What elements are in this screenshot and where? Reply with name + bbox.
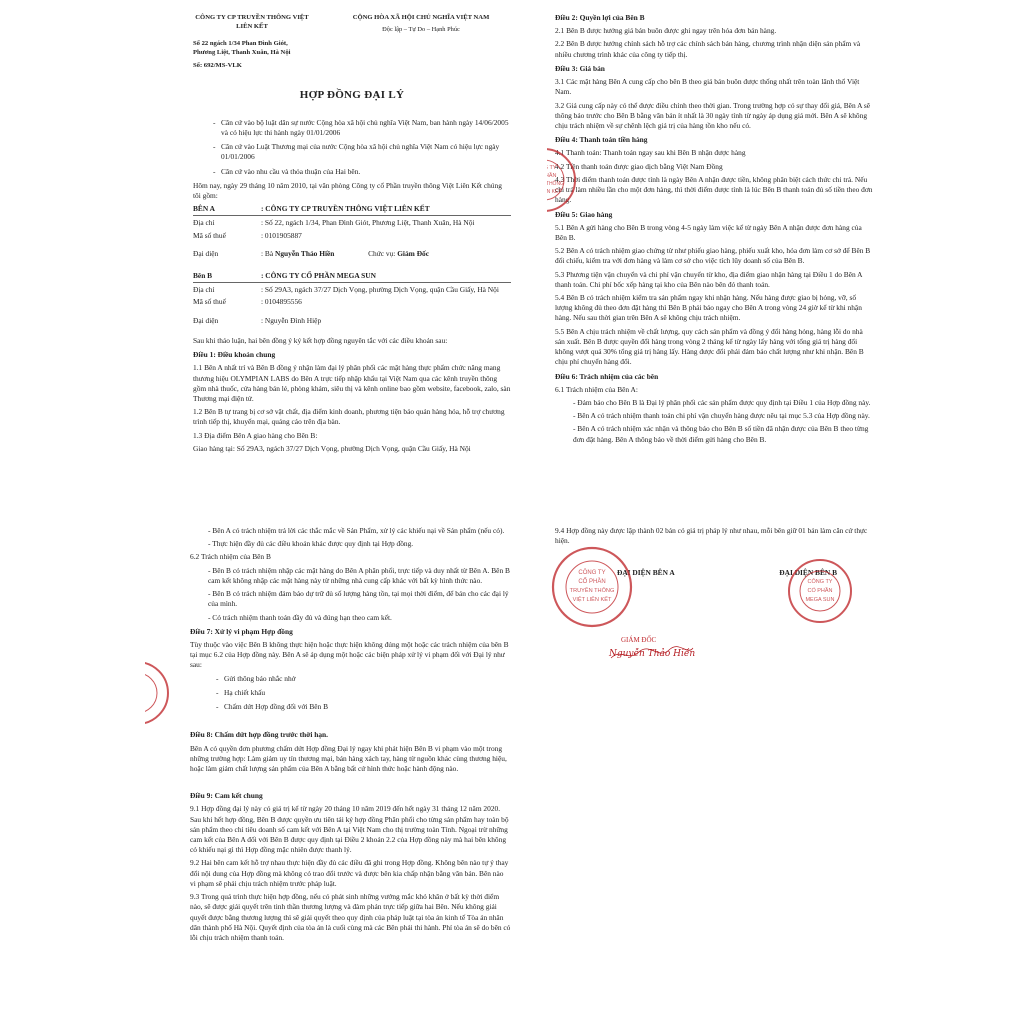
- party-a-rep-row: [193, 249, 511, 259]
- nation-name: CỘNG HÒA XÃ HỘI CHỦ NGHĨA VIỆT NAM: [352, 14, 490, 21]
- company-stamp-side: [524, 145, 579, 215]
- stamp-line: TRUYỀN THÔNG: [524, 181, 564, 187]
- clause-6-1-b: - Bên A có trách nhiệm thanh toán chi phí vận chuyển hàng được nêu tại mục 5.3 của Hợp đồng này.: [573, 411, 870, 421]
- clause-6-1-e: - Thực hiện đầy đủ các điều khoản khác được quy định tại Hợp đồng.: [208, 539, 414, 549]
- issuer-name: CÔNG TY CP TRUYỀN THÔNG VIỆT LIÊN KẾT: [195, 14, 309, 31]
- letterhead: [193, 13, 511, 70]
- divider: [193, 215, 511, 216]
- party-b-block: [193, 271, 511, 281]
- divider: [193, 282, 511, 283]
- national-motto: Độc lập – Tự Do – Hạnh Phúc: [382, 26, 460, 34]
- clause-9-4: 9.4 Hợp đồng này được lập thành 02 bản có giá trị pháp lý như nhau, mỗi bên giữ 01 bản làm căn cứ thực hiện.: [555, 526, 868, 546]
- article-7-body: Tùy thuộc vào việc Bên B không thực hiện hoặc thực hiện không đúng một hoặc các trách nhiệm của bên B tại mục 6.2 của Hợp đồng này. Bên A sẽ áp dụng một hoặc các biện pháp xử lý vi phạm đối với Đại lý như sau:: [190, 639, 509, 670]
- party-a-address-row: [193, 218, 511, 228]
- clause-5-2: 5.2 Bên A có trách nhiệm giao chứng từ như phiếu giao hàng, phiếu xuất kho, hóa đơn làm cơ sở để Bên B đối chiếu, kiểm tra với đơn hàng và làm cơ sở cho việc tích lũy doanh số của Bên B.: [555, 246, 871, 266]
- legal-basis-item: - Căn cứ vào nhu cầu và thỏa thuận của Hai bên.: [221, 167, 511, 177]
- director-signature-name: Nguyễn Thảo Hiền: [609, 649, 696, 659]
- director-title: GIÁM ĐỐC: [621, 636, 657, 644]
- article-8-body: Bên A có quyền đơn phương chấm dứt Hợp đồng Đại lý ngay khi phát hiện Bên B vi phạm vào một trong những trường hợp: Làm giảm uy tín thương mại, bán hàng xách tay, hàng từ nguồn khác cùng thương hiệu, hoặc làm giảm chất lượng sản phẩm của Bên A bằng bất cứ hình thức hoặc hành động nào.: [190, 743, 507, 773]
- stamp-line: CỔ PHẦN: [578, 579, 606, 585]
- party-a-address-label: Địa chỉ: [193, 218, 215, 228]
- clause-1-2: 1.2 Bên B tự trang bị cơ sở vật chất, địa điểm kinh doanh, phương tiện bảo quản hàng hóa, hỗ trợ chương trình tiếp thị, khuyến mại, quảng cáo trên địa bàn.: [193, 407, 505, 427]
- clause-4-3: 4.3 Thời điểm thanh toán được tính là ngày Bên A nhận được tiền, không phân biệt cách thức chi trả. Nếu chi trả làm nhiều lần cho một đơn hàng, thì thời điểm được tính là lúc Bên B thanh toán đủ số tiền theo đơn hàng.: [555, 174, 873, 205]
- stamp-line: VIỆT LIÊN KẾT: [572, 597, 612, 603]
- party-a-address: : Số 22, ngách 1/34, Phan Đình Giót, Phương Liệt, Thanh Xuân, Hà Nội: [261, 218, 475, 228]
- clause-2-1: 2.1 Bên B được hưởng giá bán buôn được ghi ngay trên hóa đơn bán hàng.: [555, 26, 777, 36]
- article-5-title: Điều 5: Giao hàng: [555, 209, 613, 219]
- issuer-address: Số 22 ngách 1/34 Phan Đình Giót, Phương Liệt, Thanh Xuân, Hà Nội: [193, 40, 291, 57]
- company-stamp-party-b: [785, 556, 855, 626]
- clause-6-1-a: - Đảm bảo cho Bên B là Đại lý phân phối các sản phẩm được quy định tại Điều 1 của Hợp đồng này.: [573, 398, 871, 407]
- article-6-title: Điều 6: Trách nhiệm của các bên: [555, 371, 659, 381]
- clause-6-1-title: 6.1 Trách nhiệm của Bên A:: [555, 384, 638, 394]
- clause-6-1-c: - Bên A có trách nhiệm xác nhận và thông báo cho Bên B số tiền đã nhận được của Bên B theo từng đơn đặt hàng. Bên A thông báo về thời điểm gửi hàng cho Bên B.: [573, 424, 869, 444]
- clause-1-3-title: 1.3 Địa điểm Bên A giao hàng cho Bên B:: [193, 430, 318, 440]
- clause-5-3: 5.3 Phương tiện vận chuyển và chi phí vận chuyển từ kho, địa điểm giao nhận hàng tại Điều 1 do Bên A thanh toán. Chi phí bốc xếp hàng tại kho của Bên nào bên đó thanh toán.: [555, 269, 863, 289]
- clause-5-4: 5.4 Bên B có trách nhiệm kiểm tra sản phẩm ngay khi nhận hàng. Nếu hàng được giao bị hỏng, vỡ, số lượng không đủ theo đơn đặt hàng thì Bên B phải báo ngay cho Bên A trong vòng 24 giờ kể từ khi nhận hàng. Nếu sau thời gian trên Bên A sẽ không chịu trách nhiệm.: [555, 293, 862, 323]
- clause-1-1: 1.1 Bên A nhất trí và Bên B đồng ý nhận làm đại lý phân phối các mặt hàng thực phẩm chức năng mang thương hiệu OLYMPIAN LABS do Bên A trực tiếp nhập khẩu tại Việt Nam qua các kênh truyền thông gồm nhà thuốc, cửa hàng bán lẻ, phòng khám, siêu thị và kênh online bao gồm website, facebook, zalo, sàn Thương mại điện tử.: [193, 363, 511, 404]
- party-b-tax-label: Mã số thuế: [193, 297, 226, 307]
- clause-6-2-b: - Bên B có trách nhiệm đảm bảo dự trữ đủ số lượng hàng tồn, tại mọi thời điểm, để bán cho các đại lý của mình.: [208, 589, 509, 609]
- clause-9-3: 9.3 Trong quá trình thực hiện hợp đồng, nếu có phát sinh những vướng mắc khó khăn ở bất kỳ thời điểm nào, sẽ được giải quyết trên tinh thần thương lượng và đàm phán trực tiếp giữa hai Bên. Nếu không giải quyết được bằng thương lượng thì sẽ giải quyết theo quy định của pháp luật tại tòa án kinh tế Tòa án nhân dân thành phố Hà Nội. Quyết định của tòa án là cuối cùng mà các Bên phải thi hành. Phí tòa án sẽ do bên có lỗi chịu trách nhiệm thanh toán.: [190, 892, 511, 942]
- article-4-title: Điều 4: Thanh toán tiền hàng: [555, 135, 648, 145]
- clause-4-1: 4.1 Thanh toán: Thanh toán ngay sau khi Bên B nhận được hàng: [555, 148, 746, 158]
- clause-6-1-d: - Bên A có trách nhiệm trả lời các thắc mắc về Sản Phẩm, xử lý các khiếu nại về Sản phẩm (nếu có).: [208, 526, 505, 535]
- party-a-name: : CÔNG TY CP TRUYỀN THÔNG VIỆT LIÊN KẾT: [261, 204, 430, 214]
- stamp-line: CỔ PHẦN: [531, 173, 557, 179]
- intro-text: Hôm nay, ngày 29 tháng 10 năm 2010, tại văn phòng Công ty cổ Phần truyền thông Việt Liên Kết chúng tôi gồm:: [193, 180, 502, 200]
- clause-4-2: 4.2 Tiền thanh toán được giao dịch bằng Việt Nam Đồng: [555, 161, 723, 171]
- clause-3-2: 3.2 Giá cung cấp này có thể được điều chỉnh theo thời gian. Trong trường hợp có sự thay đổi giá, Bên A sẽ thông báo trước cho Bên B bằng văn bản ít nhất là 30 ngày tính từ ngày áp dụng giá mới. Bên A sẽ không chịu trách nhiệm về sự chênh lệch giá trị của hàng tồn kho nếu có.: [555, 100, 871, 130]
- company-stamp-party-a: [549, 544, 635, 630]
- clause-1-3: Giao hàng tại: Số 29A3, ngách 37/27 Dịch Vọng, phường Dịch Vọng, quận Cầu Giấy, Hà Nội: [193, 443, 471, 453]
- party-a-rep-prefix: : Bà: [261, 248, 274, 258]
- violation-measure: - Chấm dứt Hợp đồng đối với Bên B: [224, 702, 511, 712]
- party-a-tax-label: Mã số thuế: [193, 230, 226, 240]
- stamp-line: CÔNG TY: [531, 165, 557, 171]
- stamp-line: CÔNG TY: [807, 579, 833, 585]
- contract-page-3: [145, 518, 515, 1023]
- clause-5-5: 5.5 Bên A chịu trách nhiệm về chất lượng, quy cách sản phẩm và đồng ý đổi hàng hỏng, hàng lỗi do nhà sản xuất. Bên B được quyền đổi hàng trong vòng 2 tháng kể từ ngày lấy hàng với tổng giá trị hàng đổi không vượt quá 30% tổng giá trị hàng lấy. Hàng được đổi phải đảm bảo chất lượng như khi nhận. Bên B chịu phí chuyển hàng đổi.: [555, 326, 864, 367]
- party-a-role-label: Chức vụ:: [368, 248, 396, 258]
- violation-measure: - Gửi thông báo nhắc nhở: [224, 674, 511, 684]
- contract-page-1: [185, 5, 515, 510]
- clause-3-1: 3.1 Các mặt hàng Bên A cung cấp cho bên B theo giá bán buôn được thống nhất trên toàn lãnh thổ Việt Nam.: [555, 77, 860, 97]
- stamp-line: TRUYỀN THÔNG: [569, 588, 615, 594]
- party-b-tax: : 0104895556: [261, 297, 302, 307]
- party-a-rep-name: Nguyễn Thảo Hiền: [274, 248, 335, 258]
- party-b-rep: : Nguyễn Đình Hiệp: [261, 315, 322, 325]
- clause-9-2: 9.2 Hai bên cam kết hỗ trợ nhau thực hiện đầy đủ các điều đã ghi trong Hợp đồng. Không bên nào tự ý thay đổi nội dung của Hợp đồng mà không có trao đổi trước và được bên kia chấp nhận bằng văn bản. Bên nào vi phạm sẽ phải chịu trách nhiệm trước pháp luật.: [190, 858, 509, 888]
- clause-6-2-title: 6.2 Trách nhiệm của Bên B: [190, 552, 271, 562]
- party-a-rep-label: Đại diện: [193, 248, 219, 258]
- legal-basis-item: - Căn cứ vào Luật Thương mại của nước Cộng hòa xã hội chủ nghĩa Việt Nam có hiệu lực ngày 01/01/2006: [221, 142, 511, 162]
- stamp-line: CÔNG TY: [578, 570, 606, 576]
- clause-6-2-c: - Có trách nhiệm thanh toán đầy đủ và đúng hạn theo cam kết.: [208, 612, 392, 622]
- party-b-address: : Số 29A3, ngách 37/27 Dịch Vọng, phường Dịch Vọng, quận Cầu Giấy, Hà Nội: [261, 285, 499, 295]
- violation-measures-list: [190, 674, 511, 713]
- party-a-tax: : 0101905887: [261, 230, 302, 240]
- article-9-title: Điều 9: Cam kết chung: [190, 791, 263, 801]
- party-b-address-row: [193, 285, 511, 295]
- party-b-rep-row: [193, 316, 511, 326]
- article-2-title: Điều 2: Quyền lợi của Bên B: [555, 13, 645, 22]
- party-a-tax-row: [193, 231, 511, 241]
- party-a-role: Giám Đốc: [397, 248, 430, 258]
- legal-bases-list: [193, 118, 511, 177]
- issuer-block: [193, 13, 311, 70]
- document-number: Số: 692/MS-VLK: [193, 62, 242, 70]
- party-a-label: BÊN A: [193, 204, 215, 214]
- contract-page-2: [524, 5, 877, 510]
- stamp-line: MEGA SUN: [805, 597, 835, 603]
- clause-2-2: 2.2 Bên B được hưởng chính sách hỗ trợ các chính sách bán hàng, chương trình nhận diện sản phẩm và nhiều chương trình khác của công ty tiếp thị.: [555, 39, 861, 59]
- company-stamp-side: [145, 658, 171, 728]
- national-header: [331, 13, 511, 70]
- contract-page-4: [547, 518, 877, 1023]
- document-title: HỢP ĐỒNG ĐẠI LÝ: [299, 89, 405, 102]
- stamp-line: VIỆT LIÊN KẾT: [526, 189, 562, 195]
- violation-measure: - Hạ chiết khấu: [224, 688, 511, 698]
- party-b-address-label: Địa chỉ: [193, 285, 215, 295]
- article-7-title: Điều 7: Xử lý vi phạm Hợp đồng: [190, 626, 293, 636]
- party-b-name: : CÔNG TY CỔ PHẦN MEGA SUN: [261, 271, 376, 281]
- party-a-representative-label: ĐẠI DIỆN BÊN A: [617, 568, 675, 578]
- clause-9-1: 9.1 Hợp đồng đại lý này có giá trị kể từ ngày 20 tháng 10 năm 2019 đến hết ngày 31 tháng 12 năm 2020. Sau khi hết hợp đồng, Bên B được quyền ưu tiên tái ký hợp đồng Phân phối cho từng sản phẩm hay toàn bộ sản phẩm theo chỉ tiêu doanh số cam kết với Bên A tại Việt Nam cho thị trường toàn Tỉnh. Ngoại trừ những cam kết của Bên A đối với Bên B được quy định tại Điều 2 khoản 2.2 của Hợp đồng này mà hai bên không có khiếu nại gì thì Hợp đồng mặc nhiên được thanh lý.: [190, 804, 509, 855]
- article-8-title: Điều 8: Chấm dứt hợp đồng trước thời hạn.: [190, 730, 328, 740]
- legal-basis-item: - Căn cứ vào bộ luật dân sự nước Cộng hòa xã hội chủ nghĩa Việt Nam, ban hành ngày 14/06/2005 và có hiệu lực thi hành ngày 01/01/2006: [221, 118, 511, 138]
- stamp-line: CỔ PHẦN: [807, 588, 833, 594]
- party-b-representative-label: ĐẠI DIỆN BÊN B: [779, 568, 837, 578]
- clause-5-1: 5.1 Bên A gửi hàng cho Bên B trong vòng 4-5 ngày làm việc kể từ ngày Bên A nhận được đơn hàng của Bên B.: [555, 222, 862, 242]
- clause-6-2-a: - Bên B có trách nhiệm nhập các mặt hàng do Bên A phân phối, trực tiếp và duy nhất từ Bên A. Bên B cam kết không nhập các mặt hàng này từ những nhà cung cấp khác với bất kỳ hình thức nào.: [208, 565, 510, 585]
- agreement-text: Sau khi thảo luận, hai bên đồng ý ký kết hợp đồng nguyên tắc với các điều khoản sau:: [193, 335, 448, 345]
- party-a-rep-value: [261, 249, 511, 259]
- article-1-title: Điều 1: Điều khoản chung: [193, 350, 276, 360]
- party-b-label: Bên B: [193, 271, 213, 281]
- party-b-rep-label: Đại diện: [193, 315, 219, 325]
- party-a-block: [193, 204, 511, 214]
- article-3-title: Điều 3: Giá bán: [555, 63, 605, 73]
- party-b-tax-row: [193, 297, 511, 307]
